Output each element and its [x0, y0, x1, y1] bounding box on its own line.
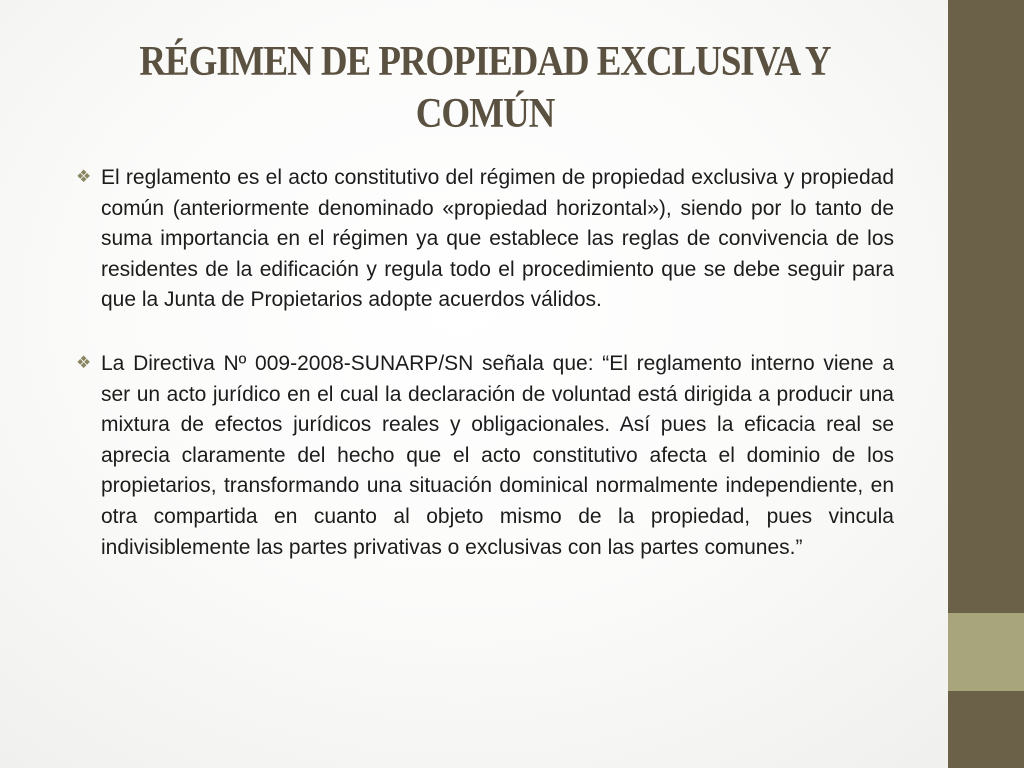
bullet-text: La Directiva Nº 009-2008-SUNARP/SN señala que: “El reglamento interno viene a ser un acto jurídico en el cual la declaración de voluntad está dirigida a producir una mixtura de efectos jurídicos reales y obligacionales. Así pues la eficacia real se aprecia claramente del hecho que el acto constitutivo afecta el dominio de los propietarios, transformando una situación dominical normalmente independiente, en otra compartida en cuanto al objeto mismo de la propiedad, pues vincula indivisiblemente las partes privativas o exclusivas con las partes comunes.”	[101, 351, 894, 559]
slide-title: RÉGIMEN DE PROPIEDAD EXCLUSIVA Y COMÚN	[139, 39, 831, 137]
bullet-text: El reglamento es el acto constitutivo del régimen de propiedad exclusiva y propiedad común (anteriormente denominado «propiedad horizontal»), siendo por lo tanto de suma importancia en el régimen ya que establece las reglas de convivencia de los residentes de la edificación y regula todo el procedimiento que se debe seguir para que la Junta de Propietarios adopte acuerdos válidos.	[101, 166, 894, 312]
diamond-bullet-icon: ❖	[76, 352, 92, 372]
slide-body	[76, 163, 894, 596]
side-decor-accent	[948, 613, 1024, 691]
bullet-item	[76, 163, 894, 316]
bullet-item	[76, 349, 894, 563]
diamond-bullet-icon: ❖	[76, 167, 92, 186]
